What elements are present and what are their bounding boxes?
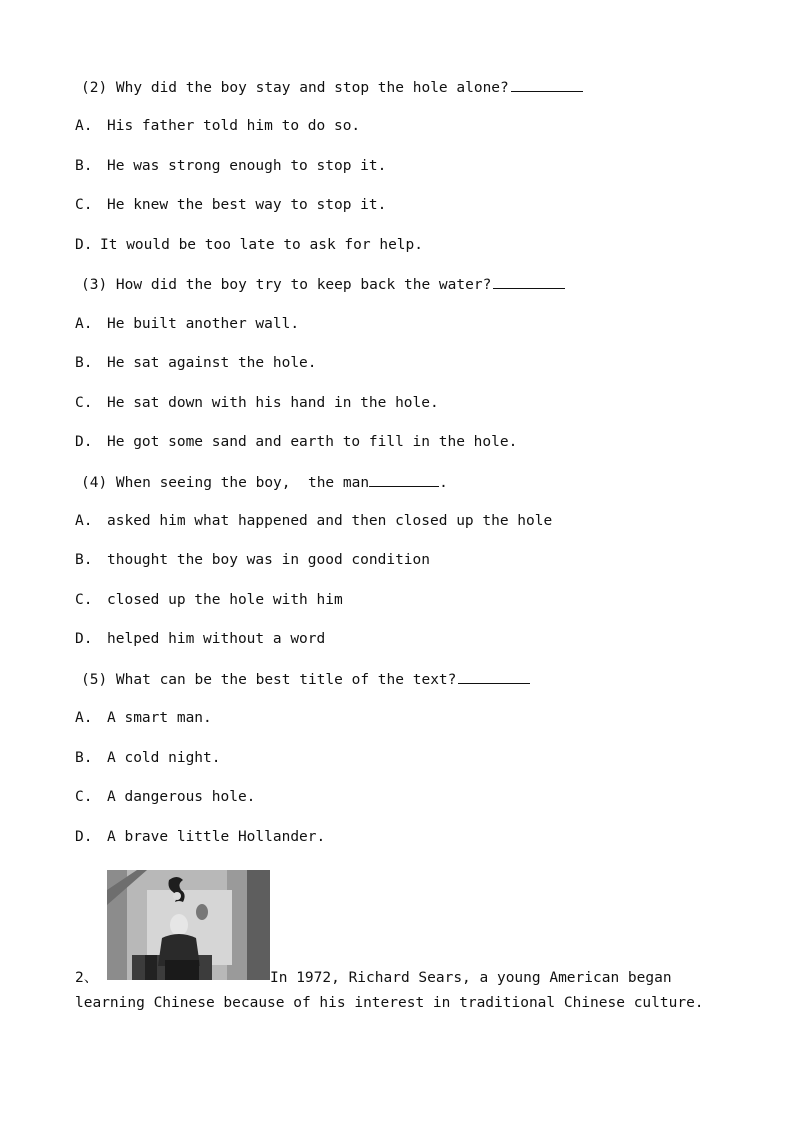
- answer-blank-q2[interactable]: [511, 77, 583, 92]
- q2-option-d: D. It would be too late to ask for help.: [75, 237, 424, 253]
- passage-number: 2、: [75, 970, 99, 986]
- q4-option-c: C. closed up the hole with him: [75, 592, 343, 608]
- question-4-stem: (4) When seeing the boy, the man .: [81, 472, 448, 493]
- q2-option-a: A. His father told him to do so.: [75, 118, 361, 134]
- q5-option-d: D. A brave little Hollander.: [75, 829, 326, 845]
- question-3-stem: (3) How did the boy try to keep back the water?: [81, 274, 565, 295]
- q5-option-b: B. A cold night.: [75, 750, 221, 766]
- answer-blank-q3[interactable]: [493, 274, 565, 289]
- passage-2: [75, 966, 715, 1016]
- photo-illustration: [107, 870, 270, 980]
- q2-option-b: B. He was strong enough to stop it.: [75, 158, 387, 174]
- q2-option-c: C. He knew the best way to stop it.: [75, 197, 387, 213]
- q4-option-a: A. asked him what happened and then closed up the hole: [75, 513, 553, 529]
- richard-sears-photo: [107, 870, 270, 980]
- q3-option-a: A. He built another wall.: [75, 316, 300, 332]
- q3-option-b: B. He sat against the hole.: [75, 355, 317, 371]
- question-2-stem: (2) Why did the boy stay and stop the hole alone?: [81, 77, 583, 98]
- question-5-stem: (5) What can be the best title of the text?: [81, 669, 530, 690]
- answer-blank-q4[interactable]: [369, 472, 439, 487]
- q4-option-b: B. thought the boy was in good condition: [75, 552, 431, 568]
- passage-2-text: In 1972, Richard Sears, a young American began learning Chinese because of his interest in traditional Chinese culture.: [75, 970, 704, 1011]
- q3-option-c: C. He sat down with his hand in the hole.: [75, 395, 439, 411]
- q5-option-c: C. A dangerous hole.: [75, 789, 256, 805]
- q3-option-d: D. He got some sand and earth to fill in the hole.: [75, 434, 518, 450]
- q5-option-a: A. A smart man.: [75, 710, 212, 726]
- q4-option-d: D. helped him without a word: [75, 631, 326, 647]
- answer-blank-q5[interactable]: [458, 669, 530, 684]
